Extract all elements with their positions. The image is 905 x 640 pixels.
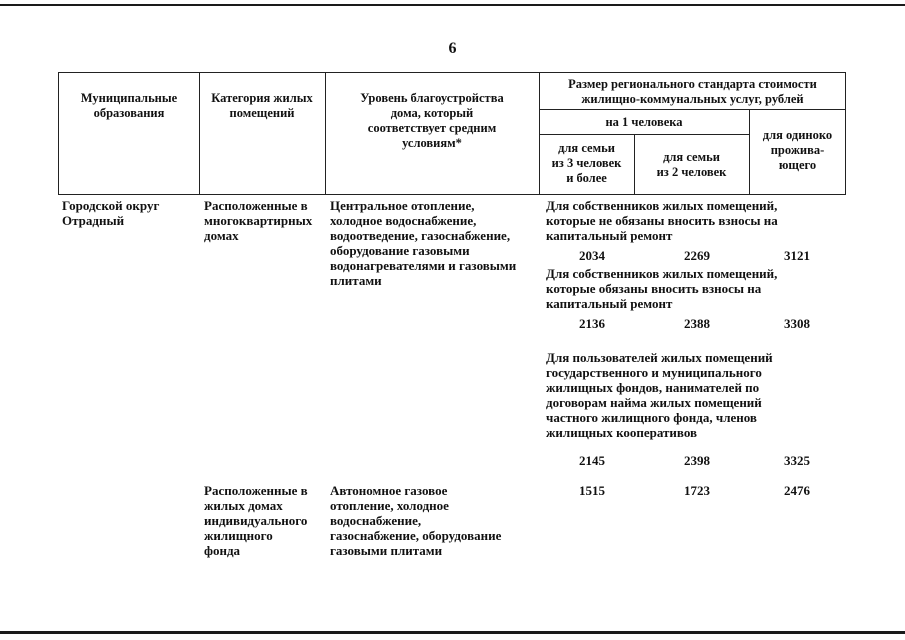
bottom-border-rule — [0, 631, 905, 634]
row1-group2-family3: 2136 — [579, 316, 605, 331]
row1-group1-family3: 2034 — [579, 248, 605, 263]
row1-category: Расположенные в многоквартирных домах — [204, 198, 313, 243]
header-per-person: на 1 человека — [605, 115, 683, 129]
page-number: 6 — [448, 40, 457, 57]
table-header — [58, 72, 846, 195]
header-single: для одиноко прожива- ющего — [762, 128, 833, 172]
row1-municipality: Городской округ Отрадный — [62, 198, 160, 228]
row1-group3-family2: 2398 — [684, 453, 710, 468]
row1-group3-single: 3325 — [784, 453, 810, 468]
row1-group1-label: Для собственников жилых помещений, которые не обязаны вносить взносы на капитальный ремонт — [546, 198, 778, 243]
row1-group3-family3: 2145 — [579, 453, 605, 468]
header-divider — [539, 134, 749, 135]
row2-level: Автономное газовое отопление, холодное водоснабжение, газоснабжение, оборудование газовыми плитами — [330, 483, 502, 558]
header-divider — [539, 109, 846, 110]
header-family2: для семьи из 2 человек — [656, 150, 727, 179]
row1-group2-single: 3308 — [784, 316, 810, 331]
header-size-title: Размер регионального стандарта стоимости жилищно-коммунальных услуг, рублей — [568, 77, 817, 106]
header-family3: для семьи из 3 человек и более — [551, 141, 622, 185]
top-border-rule — [0, 4, 905, 6]
row1-group1-family2: 2269 — [684, 248, 710, 263]
header-category: Категория жилых помещений — [211, 91, 313, 120]
row1-group2-label: Для собственников жилых помещений, которые обязаны вносить взносы на капитальный ремонт — [546, 266, 778, 311]
row2-family2: 1723 — [684, 483, 710, 498]
row1-group1-single: 3121 — [784, 248, 810, 263]
row1-group3-label: Для пользователей жилых помещений государственного и муниципального жилищных фондов, нанимателей по договорам найма жилых помещений частного жилищного фонда, членов жилищных кооперативов — [546, 350, 773, 440]
row1-group2-family2: 2388 — [684, 316, 710, 331]
row2-family3: 1515 — [579, 483, 605, 498]
header-municipality: Муниципальные образования — [80, 91, 178, 120]
header-level: Уровень благоустройства дома, который соответствует средним условиям* — [360, 91, 504, 150]
row2-single: 2476 — [784, 483, 810, 498]
row1-level: Центральное отопление, холодное водоснабжение, водоотведение, газоснабжение, оборудование газовыми водонагревателями и газовыми плитами — [330, 198, 517, 288]
row2-category: Расположенные в жилых домах индивидуального жилищного фонда — [204, 483, 308, 558]
